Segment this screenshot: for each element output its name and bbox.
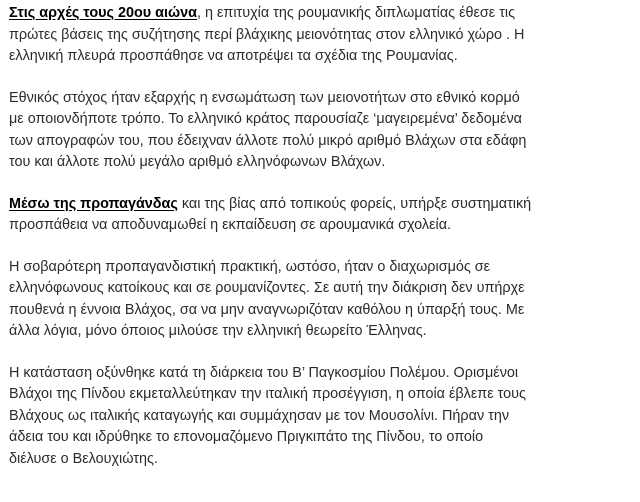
- text-line: πουθενά η έννοια Βλάχος, σα να μην αναγνωριζόταν καθόλου η ύπαρξή τους. Με: [9, 301, 525, 318]
- text-line: ελληνόφωνους κατοίκους και σε ρουμανίζοντες. Σε αυτή την διάκριση δεν υπήρχε: [9, 280, 525, 296]
- text-line: με οποιονδήποτε τρόπο. Το ελληνικό κράτος παρουσίαζε ‘μαγειρεμένα’ δεδομένα: [9, 111, 522, 127]
- text-line: ελληνική πλευρά προσπάθησε να αποτρέψει τα σχέδια της Ρουμανίας.: [9, 48, 458, 64]
- text-line: Βλάχοι της Πίνδου εκμεταλλεύτηκαν την ιταλική προσέγγιση, η οποία έβλεπε τους: [9, 386, 526, 402]
- paragraph-4: [9, 257, 634, 343]
- text-line: Η κατάσταση οξύνθηκε κατά τη διάρκεια του Β’ Παγκοσμίου Πολέμου. Ορισμένοι: [9, 364, 519, 381]
- paragraph-3: [9, 194, 634, 237]
- text-line: Η σοβαρότερη προπαγανδιστική πρακτική, ωστόσο, ήταν ο διαχωρισμός σε: [9, 258, 491, 275]
- text-line: [9, 3, 634, 25]
- text-line: [9, 194, 634, 216]
- text-line: πρώτες βάσεις της συζήτησης περί βλάχικης μειονότητας στον ελληνικό χώρο . Η: [9, 26, 525, 43]
- text-line: Βλάχους ως ιταλικής καταγωγής και συμμάχησαν με τον Μουσολίνι. Πήραν την: [9, 407, 510, 424]
- lead-phrase: Στις αρχές τους 20ου αιώνα: [9, 5, 197, 21]
- lead-phrase: Μέσω της προπαγάνδας: [9, 195, 178, 212]
- paragraph-5: [9, 363, 634, 471]
- text-line: διέλυσε ο Βελουχιώτης.: [9, 450, 158, 467]
- text-span: και της βίας από τοπικούς φορείς, υπήρξε συστηματική: [177, 195, 532, 212]
- text-line: Εθνικός στόχος ήταν εξαρχής η ενσωμάτωση των μειονοτήτων στο εθνικό κορμό: [9, 89, 520, 106]
- text-line: προσπάθεια να αποδυναμωθεί η εκπαίδευση σε αρουμανικά σχολεία.: [9, 217, 452, 233]
- text-span: , η επιτυχία της ρουμανικής διπλωματίας έθεσε τις: [197, 5, 516, 21]
- text-line: του και άλλοτε πολύ μεγάλο αριθμό ελληνόφωνων Βλάχων.: [9, 154, 386, 170]
- text-line: άλλα λόγια, μόνο όποιος μιλούσε την ελληνική θεωρείτο Έλληνας.: [9, 323, 427, 339]
- text-line: άδεια του και ιδρύθηκε το επονομαζόμενο Πριγκιπάτο της Πίνδου, το οποίο: [9, 429, 484, 445]
- text-line: των απογραφών του, που έδειχναν άλλοτε πολύ μικρό αριθμό Βλάχων στα εδάφη: [9, 132, 527, 149]
- paragraph-2: [9, 88, 634, 174]
- paragraph-1: [9, 3, 634, 68]
